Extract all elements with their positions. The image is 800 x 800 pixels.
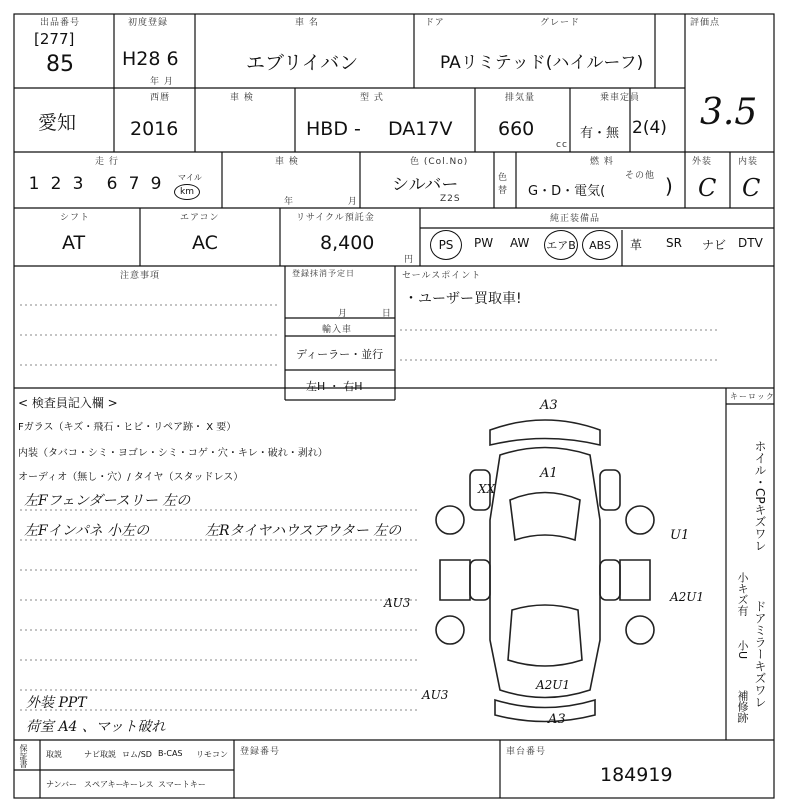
import-label: 輸入車 — [322, 325, 353, 335]
inspector-line: Fガラス（キズ・飛石・ヒビ・リペア跡・ X 要） — [18, 422, 237, 433]
model-prefix: HBD - — [306, 118, 361, 140]
diagram-mark: AU3 — [384, 596, 411, 610]
diagram-mark: A1 — [540, 466, 558, 481]
equipment-aw: AW — [510, 236, 530, 250]
side-checklist-item: 小U — [736, 640, 749, 660]
color-label: 色 (Col.No) — [410, 157, 469, 167]
diagram-mark: U1 — [670, 528, 690, 543]
first-reg-label: 初度登録 — [128, 18, 169, 28]
model-code: DA17V — [388, 118, 453, 140]
equipment-leather: 革 — [630, 238, 643, 252]
footer-item: リモコン — [196, 750, 228, 759]
equipment-sr: SR — [666, 236, 682, 250]
shift-label: シフト — [60, 213, 91, 223]
grade-label: グレード — [540, 18, 581, 28]
recycle-unit: 円 — [404, 255, 415, 265]
hand-note: 左Fインパネ 小左の — [24, 523, 150, 539]
ac-label: エアコン — [180, 213, 220, 223]
equipment-abs: ABS — [582, 230, 618, 260]
notes-label: 注意事項 — [120, 271, 161, 281]
inspector-label: < 検査員記入欄 > — [18, 396, 118, 410]
inspection-label: 車 検 — [230, 93, 254, 103]
door-label: ドア — [425, 18, 445, 28]
mileage-digit: 6 — [106, 174, 118, 194]
equipment-dtv: DTV — [738, 236, 763, 250]
diagram-mark: A3 — [540, 398, 558, 413]
lot-label: 出品番号 — [40, 18, 81, 28]
diagram-mark: A3 — [548, 712, 566, 727]
color-code: Z2S — [440, 194, 461, 204]
capacity-options: 有・無 — [580, 126, 620, 141]
color: シルバー — [392, 175, 459, 195]
side-checklist-item: 小キズ有 — [736, 572, 749, 616]
keyless-label: キーロック — [730, 392, 775, 401]
inspector-line: 内装（タバコ・シミ・ヨゴレ・シミ・コゲ・穴・キレ・破れ・剥れ） — [18, 448, 328, 459]
side-checklist-item: 補修跡 — [736, 690, 749, 723]
bottom-note: 外装 PPT — [26, 695, 87, 711]
registration-units: 月 日 — [338, 309, 392, 319]
displacement-unit: cc — [556, 140, 568, 150]
year: 2016 — [130, 118, 179, 140]
footer-item: スペアキー — [84, 780, 124, 789]
footer-item: スマートキー — [158, 780, 206, 789]
recycle-label: リサイクル預託金 — [296, 213, 375, 223]
car-name-label: 車 名 — [295, 18, 319, 28]
displacement-label: 排気量 — [505, 93, 536, 103]
interior-grade: C — [742, 174, 761, 202]
ac: AC — [192, 232, 218, 254]
first-registration: H28 6 — [122, 48, 179, 70]
grade: PAリミテッド(ハイルーフ) — [440, 53, 644, 73]
first-registration-unit: 年 月 — [150, 77, 174, 87]
sales-point: ・ユーザー買取車! — [404, 291, 522, 307]
model-label: 型 式 — [360, 93, 384, 103]
fuel-other: その他 — [625, 171, 656, 181]
car-inspection-label: 車 検 — [275, 157, 299, 167]
recycle-fee: 8,400 — [320, 232, 375, 254]
chassis-number: 184919 — [600, 764, 673, 786]
mileage-unit-mile: マイル — [178, 173, 202, 182]
exterior-grade: C — [698, 174, 717, 202]
equipment-label: 純正装備品 — [550, 214, 601, 224]
color-change-label: 色替 — [498, 173, 509, 196]
mileage-digit: 1 — [28, 174, 40, 194]
mileage-digit: 2 — [50, 174, 62, 194]
region: 愛知 — [38, 112, 77, 134]
footer-item: キーレス — [122, 780, 154, 789]
equipment-airbag: エアB — [544, 230, 578, 260]
chassis-label: 車台番号 — [506, 747, 547, 757]
hand-note: 左Fフェンダースリー 左の — [24, 493, 191, 509]
sales-point-label: セールスポイント — [402, 271, 482, 281]
equipment-pw: PW — [474, 236, 494, 250]
score: 3.5 — [700, 92, 758, 133]
capacity: 2(4) — [632, 118, 667, 138]
import-value: ディーラー・並行 — [296, 348, 384, 361]
footer-item: 保証書 — [19, 744, 28, 768]
mileage-digit: 3 — [72, 174, 84, 194]
fuel-options: G・D・電気( — [528, 184, 606, 199]
mileage-unit-km: km — [174, 184, 200, 200]
shift: AT — [62, 232, 86, 254]
mileage-label: 走 行 — [95, 157, 119, 167]
footer-item: ロム/SD — [122, 750, 152, 759]
interior-label: 内装 — [738, 157, 759, 167]
inspection-unit: 年 月 — [284, 197, 358, 207]
displacement: 660 — [498, 118, 535, 140]
diagram-mark: AU3 — [422, 688, 449, 702]
car-name: エブリイバン — [246, 52, 359, 74]
diagram-mark: XX — [478, 482, 496, 496]
diagram-mark: A2U1 — [670, 590, 705, 604]
exterior-label: 外装 — [692, 157, 713, 167]
footer-item: 取説 — [46, 750, 62, 759]
inspector-line: オーディオ（無し・穴）/ タイヤ（スタッドレス） — [18, 472, 244, 483]
auction-sheet: 出品番号 初度登録 車 名 ドア グレード 評価点 [277] 85 H28 6 年 月 エブリイバン PAリミテッド(ハイルーフ) 愛知 西暦 2016 車 検 型 式 HBD - DA17V 排気量 660 cc 乗車定員 有・無 2(4) 3.5 走 行 1 2 3 6 7 9 マイル km 車 検 年 月 色 (Col.No) シルバー Z2S 色替 燃 料 G・D・電気( その他 ) 外装 内装 C C シフト AT エアコン AC リサイクル預託金 8,400 円 純正装備品 PS PW AW エアB ABS 革 SR ナビ DTV 注意事項 登録抹消予定日 月 日 輸入車 ディーラー・並行 左H ・ 右H セールスポイント ・ユーザー買取車! キーロック < 検査員記入欄 > Fガラス（キズ・飛石・ヒビ・リペア跡・ X 要） 内装（タバコ・シミ・ヨゴレ・シミ・コゲ・穴・キレ・破れ・剥れ） オーディオ（無し・穴）/ タイヤ（スタッドレス） 左Fフェンダースリー 左の 左Fインパネ 小左の 左Rタイヤハウスアウター 左の 外装 PPT 荷室 A4 、マット破れ A3 A1 U1 AU3 A2U1 AU3 A2U1 A3 XX ホイル・CPキズワレ ドアミラーキズワレ 小キズ有 小U 補修跡 取説 ナビ取説 ロム/SD B-CAS リモコン 保証書 ナンバー スペアキー キーレス スマートキー 登録番号 車台番号 184919 — [0, 0, 800, 800]
score-label: 評価点 — [690, 18, 721, 28]
footer-item: ナビ取説 — [84, 750, 116, 759]
bottom-note: 荷室 A4 、マット破れ — [26, 719, 166, 735]
lot-sub: [277] — [34, 30, 75, 48]
footer-item: B-CAS — [158, 749, 183, 758]
footer-item: ナンバー — [46, 780, 78, 789]
reg-number-label: 登録番号 — [240, 747, 281, 757]
equipment-ps: PS — [430, 230, 462, 260]
hand-note: 左Rタイヤハウスアウター 左の — [205, 523, 402, 539]
mileage-digit: 7 — [128, 174, 140, 194]
equipment-navi: ナビ — [702, 238, 727, 252]
diagram-mark: A2U1 — [536, 678, 571, 692]
steering: 左H ・ 右H — [306, 380, 363, 393]
capacity-label: 乗車定員 — [600, 93, 641, 103]
registration-label: 登録抹消予定日 — [292, 269, 355, 278]
mileage-digit: 9 — [150, 174, 162, 194]
lot-number: 85 — [46, 52, 74, 77]
side-checklist-item: ドアミラーキズワレ — [753, 600, 767, 708]
year-label: 西暦 — [150, 93, 171, 103]
fuel-label: 燃 料 — [590, 157, 614, 167]
side-checklist-item: ホイル・CPキズワレ — [753, 440, 767, 552]
